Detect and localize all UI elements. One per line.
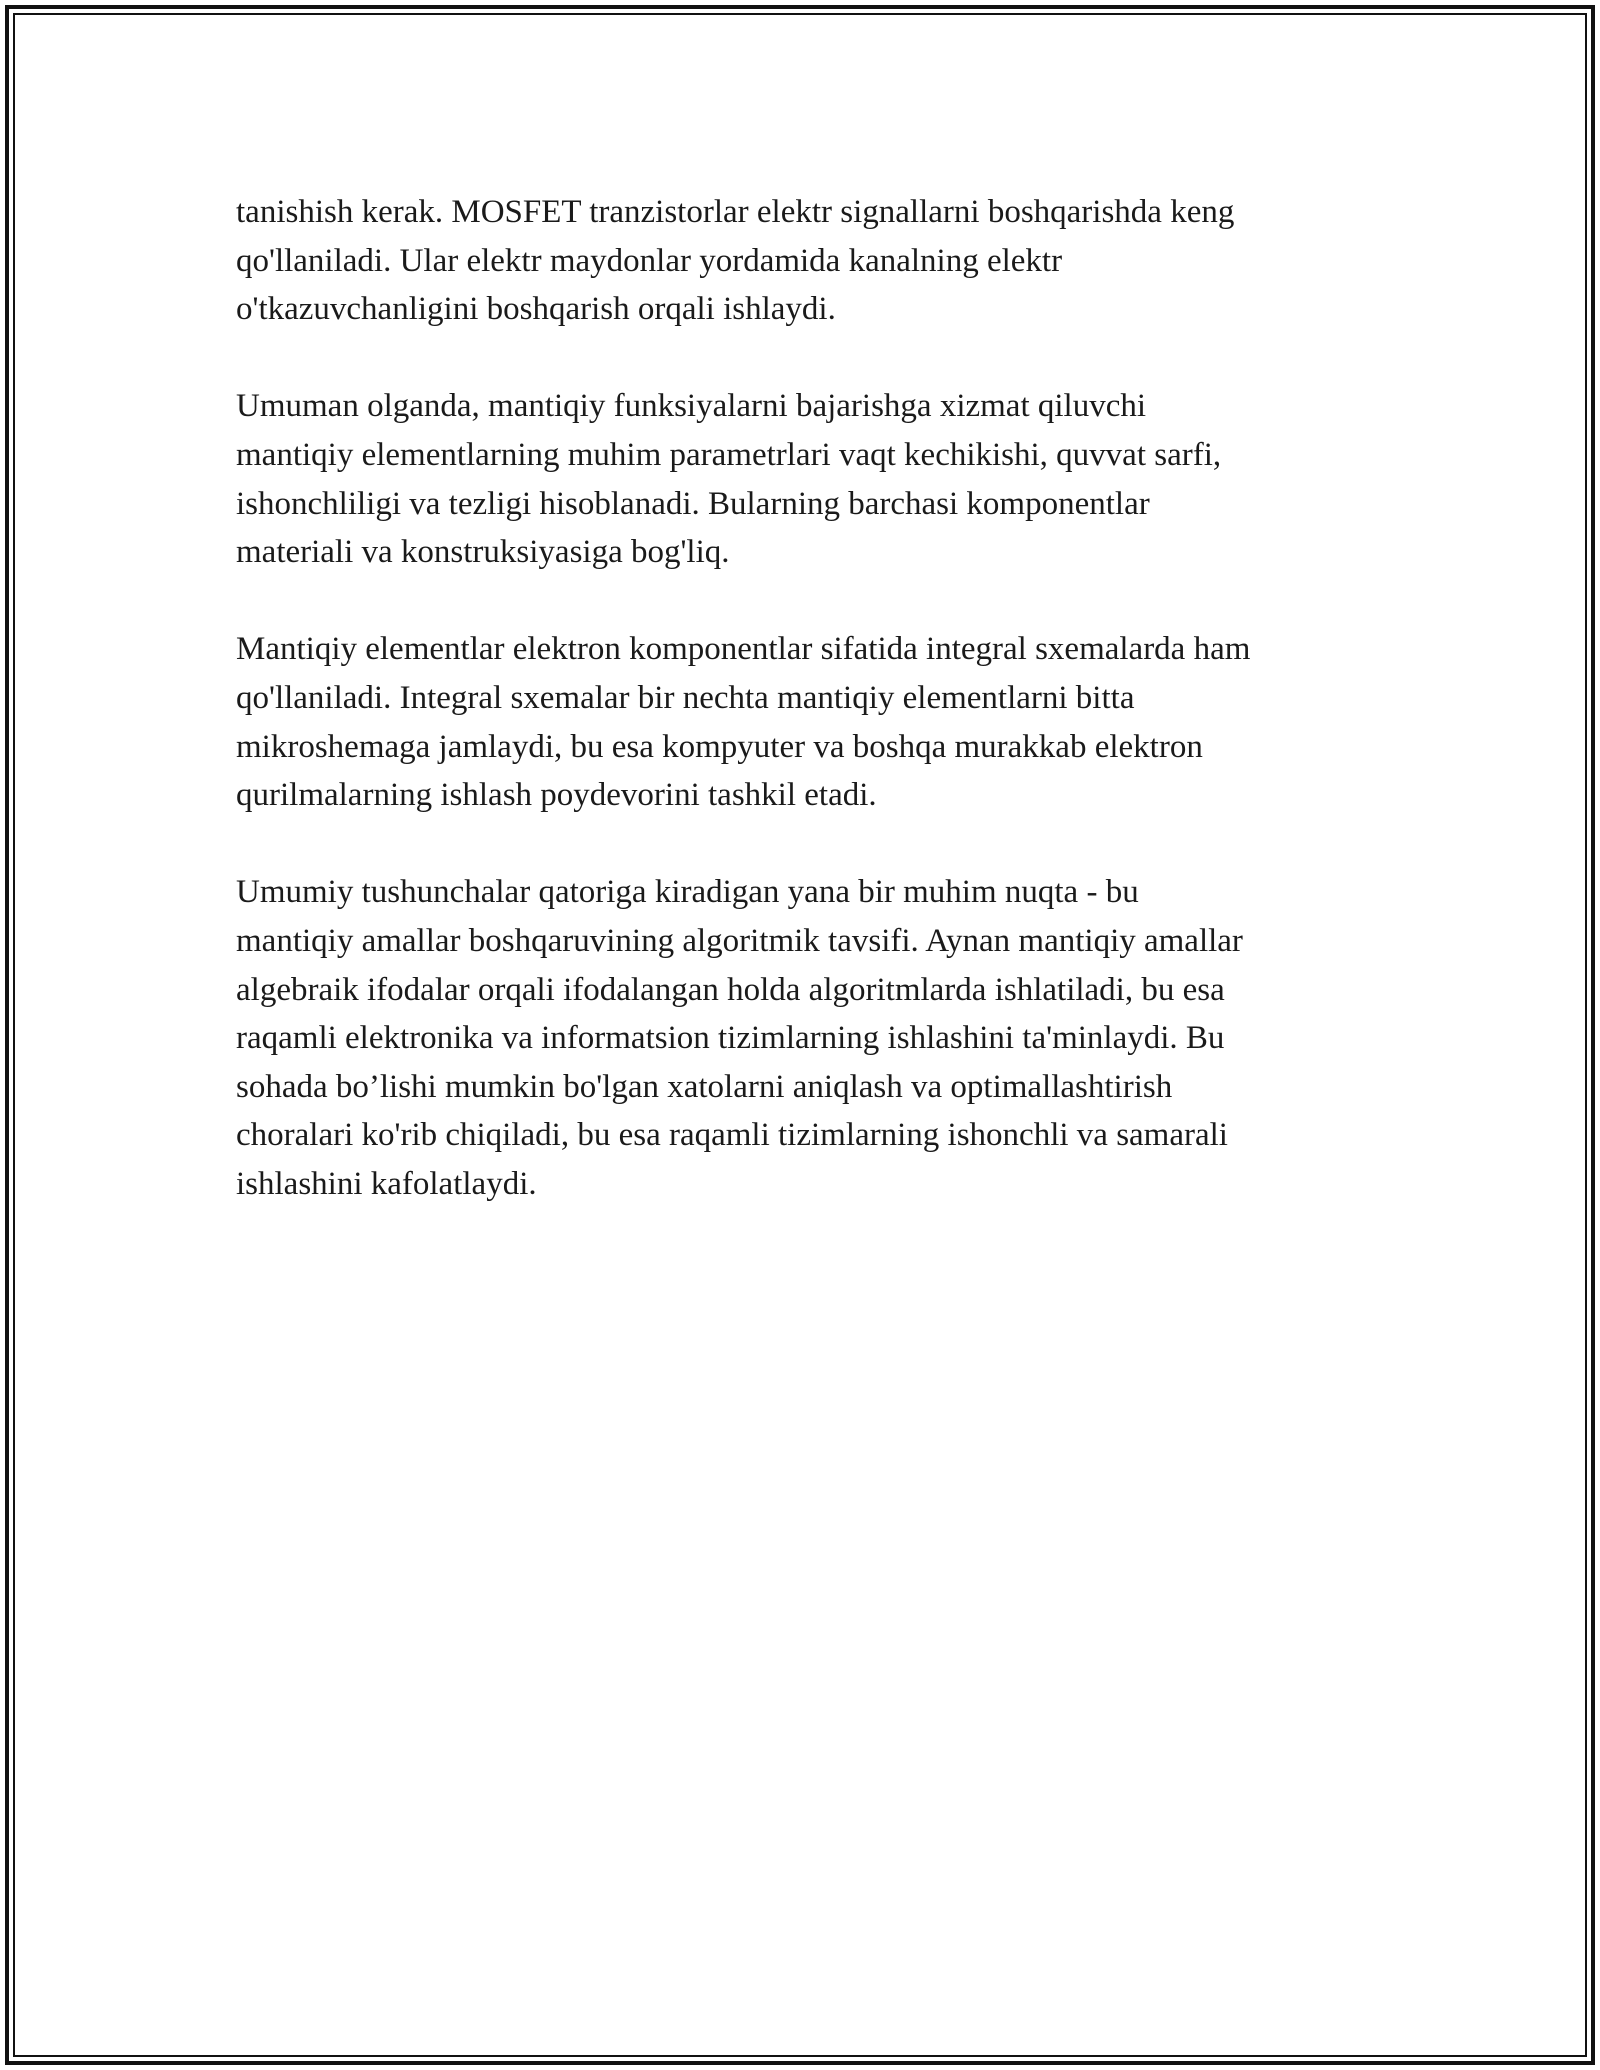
paragraph-line: Mantiqiy elementlar elektron komponentlar sifatida integral sxemalarda ham: [236, 631, 1251, 668]
paragraph-spacer: [236, 334, 1386, 383]
paragraph-line: materiali va konstruksiyasiga bog'liq.: [236, 534, 730, 571]
paragraph-line: raqamli elektronika va informatsion tizimlarning ishlashini ta'minlaydi. Bu: [236, 1020, 1225, 1057]
paragraph-line: qo'llaniladi. Integral sxemalar bir nechta mantiqiy elementlarni bitta: [236, 679, 1135, 716]
paragraph-line: qurilmalarning ishlash poydevorini tashkil etadi.: [236, 777, 877, 814]
paragraph-line: mikroshemaga jamlaydi, bu esa kompyuter va boshqa murakkab elektron: [236, 728, 1203, 765]
paragraph-line: tanishish kerak. MOSFET tranzistorlar elektr signallarni boshqarishda keng: [236, 194, 1235, 230]
paragraph-4: [236, 868, 1386, 1208]
paragraph-line: sohada bo’lishi mumkin bo'lgan xatolarni aniqlash va optimallashtirish: [236, 1068, 1173, 1105]
paragraph-line: mantiqiy amallar boshqaruvining algoritmik tavsifi. Aynan mantiqiy amallar: [236, 922, 1243, 959]
paragraph-line: Umuman olganda, mantiqiy funksiyalarni bajarishga xizmat qiluvchi: [236, 388, 1147, 425]
paragraph-line: ishlashini kafolatlaydi.: [236, 1165, 537, 1202]
document-body: [236, 188, 1386, 1208]
paragraph-spacer: [236, 820, 1386, 869]
paragraph-line: choralari ko'rib chiqiladi, bu esa raqamli tizimlarning ishonchli va samarali: [236, 1117, 1228, 1154]
paragraph-line: qo'llaniladi. Ular elektr maydonlar yordamida kanalning elektr: [236, 242, 1063, 279]
paragraph-line: mantiqiy elementlarning muhim parametrlari vaqt kechikishi, quvvat sarfi,: [236, 436, 1222, 473]
paragraph-1: [236, 188, 1386, 334]
paragraph-line: algebraik ifodalar orqali ifodalangan holda algoritmlarda ishlatiladi, bu esa: [236, 971, 1225, 1008]
paragraph-line: Umumiy tushunchalar qatoriga kiradigan yana bir muhim nuqta - bu: [236, 874, 1139, 911]
paragraph-3: [236, 625, 1386, 819]
paragraph-line: ishonchliligi va tezligi hisoblanadi. Bularning barchasi komponentlar: [236, 485, 1150, 522]
paragraph-line: o'tkazuvchanligini boshqarish orqali ishlaydi.: [236, 291, 836, 328]
paragraph-2: [236, 382, 1386, 576]
paragraph-spacer: [236, 577, 1386, 626]
